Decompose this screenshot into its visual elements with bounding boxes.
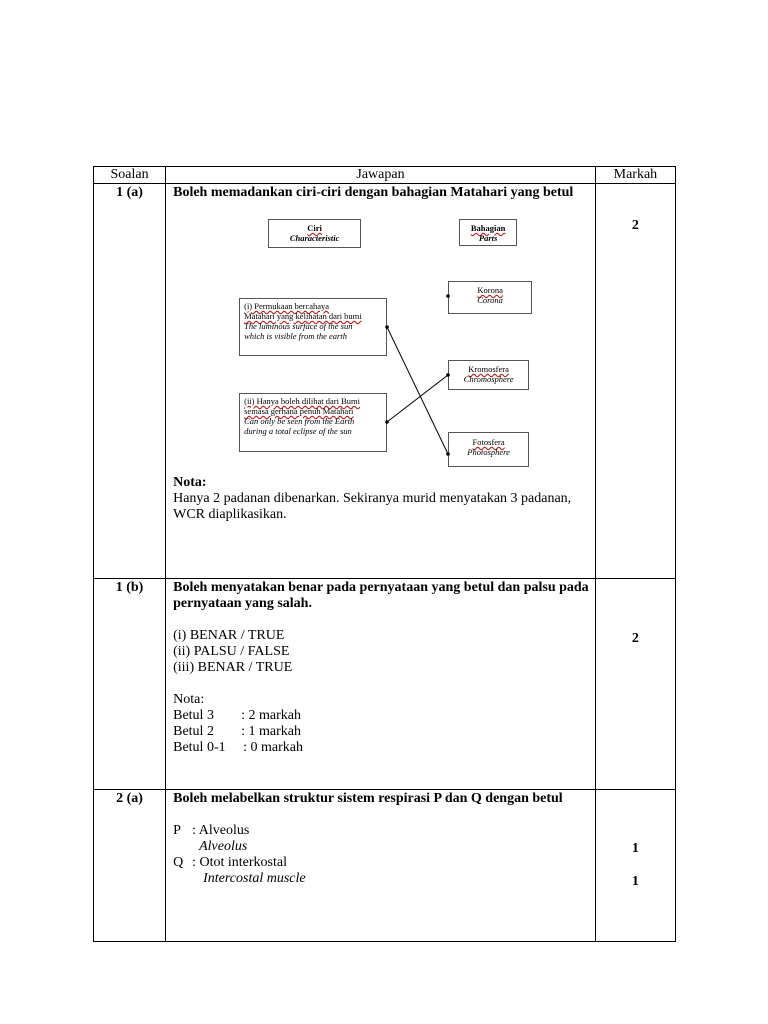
- dot: [385, 325, 389, 329]
- label-q-english: Intercostal muscle: [203, 871, 306, 886]
- mark-cell: [595, 790, 675, 942]
- answer-i: (i) BENAR / TRUE: [173, 628, 285, 643]
- question-number: 1 (b): [94, 579, 166, 790]
- score-row: Betul 0-1 : 0 markah: [173, 740, 303, 755]
- ciri-header-box: Ciri Characteristic: [268, 219, 361, 248]
- header-soalan: Soalan: [94, 167, 166, 184]
- question-number: 2 (a): [94, 790, 166, 942]
- answer-iii: (iii) BENAR / TRUE: [173, 660, 293, 675]
- label-p-english: Alveolus: [199, 839, 248, 854]
- dot: [446, 452, 450, 456]
- dot: [446, 373, 450, 377]
- marking-scheme-table: [93, 166, 676, 942]
- nota-title: Nota:: [173, 692, 205, 707]
- ciri-box-2: (ii) Hanya boleh dilihat dari Bumi semasa gerhana penuh Matahari Can only be seen from the Earth during a total eclipse of the sun: [239, 393, 387, 452]
- label-p: P : Alveolus: [173, 823, 250, 838]
- question-number: 1 (a): [94, 184, 166, 579]
- part-box-kromosfera: Kromosfera Chromosphere: [448, 360, 529, 390]
- ciri-box-1: (i) Permukaan bercahaya Matahari yang kelihatan dari bumi The luminous surface of the sun which is visible from the earth: [239, 298, 387, 356]
- nota-text: Hanya 2 padanan dibenarkan. Sekiranya murid menyatakan 3 padanan, WCR diaplikasikan.: [173, 491, 572, 522]
- bahagian-header-box: Bahagian Parts: [459, 219, 517, 246]
- answer-cell: [166, 579, 596, 790]
- mark-value: 2: [631, 631, 639, 646]
- nota-title: Nota:: [173, 475, 207, 490]
- mark-value-q: 1: [631, 874, 639, 889]
- part-box-korona: Korona Corona: [448, 281, 532, 314]
- row-1b: [94, 579, 676, 790]
- match-line-1: [387, 327, 448, 454]
- answer-cell: [166, 184, 596, 579]
- criteria-text: Boleh melabelkan struktur sistem respirasi P dan Q dengan betul: [173, 791, 563, 806]
- header-jawapan: Jawapan: [166, 167, 596, 184]
- dot: [385, 420, 389, 424]
- row-1a: [94, 184, 676, 579]
- mark-cell: [595, 184, 675, 579]
- answer-ii: (ii) PALSU / FALSE: [173, 644, 290, 659]
- matching-lines: [237, 208, 537, 473]
- header-markah: Markah: [595, 167, 675, 184]
- score-row: Betul 3 : 2 markah: [173, 708, 301, 723]
- match-line-2: [387, 375, 448, 422]
- criteria-text: Boleh menyatakan benar pada pernyataan yang betul dan palsu pada pernyataan yang salah.: [173, 580, 589, 611]
- criteria-text: Boleh memadankan ciri-ciri dengan bahagian Matahari yang betul: [173, 185, 574, 200]
- answer-cell: [166, 790, 596, 942]
- row-2a: [94, 790, 676, 942]
- mark-cell: [595, 579, 675, 790]
- sun-matching-diagram: [237, 208, 537, 473]
- dot: [446, 294, 450, 298]
- part-box-fotosfera: Fotosfera Photosphere: [448, 432, 529, 467]
- mark-value-p: 1: [631, 841, 639, 856]
- header-row: [94, 167, 676, 184]
- label-q: Q : Otot interkostal: [173, 855, 287, 870]
- score-row: Betul 2 : 1 markah: [173, 724, 301, 739]
- mark-value: 2: [631, 218, 639, 233]
